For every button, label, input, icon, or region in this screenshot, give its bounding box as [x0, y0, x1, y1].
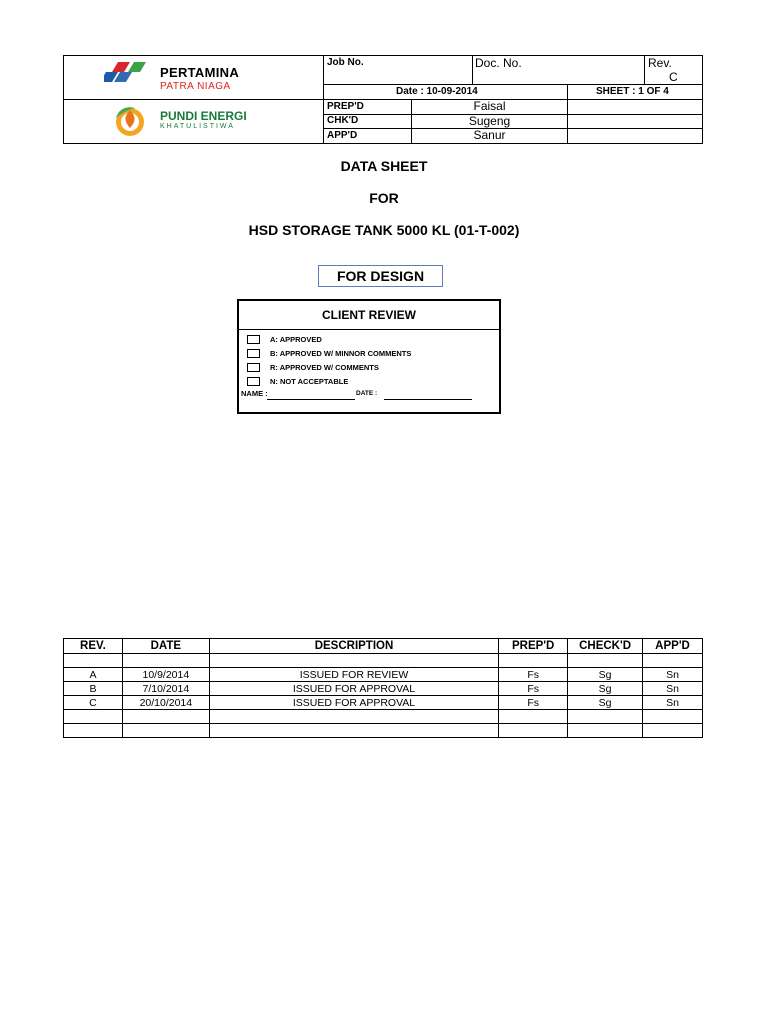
cell: ISSUED FOR APPROVAL — [209, 696, 498, 710]
title-data-sheet: DATA SHEET — [340, 158, 428, 174]
checkbox[interactable] — [247, 377, 260, 386]
job-no-label: Job No. — [327, 57, 364, 68]
company1-name: PERTAMINA — [160, 65, 240, 80]
document-header — [63, 55, 703, 144]
col-checkd: CHECK'D — [568, 639, 643, 654]
cell: Sn — [643, 696, 703, 710]
cell: A — [64, 668, 123, 682]
rev-label: Rev. — [648, 56, 672, 70]
doc-no-label: Doc. No. — [475, 56, 522, 70]
cell: Sg — [568, 696, 643, 710]
cell: 20/10/2014 — [122, 696, 209, 710]
col-rev: REV. — [64, 639, 123, 654]
cell — [209, 654, 498, 668]
review-option-label: A: APPROVED — [270, 335, 322, 344]
review-name-field[interactable] — [267, 399, 355, 400]
revision-table — [63, 638, 703, 738]
review-option-label: R: APPROVED W/ COMMENTS — [270, 363, 379, 372]
cell: Fs — [499, 696, 568, 710]
table-row — [64, 710, 703, 724]
cell — [568, 724, 643, 738]
sheet-label: SHEET : 1 OF 4 — [596, 86, 669, 97]
cell — [499, 724, 568, 738]
chkd-label: CHK'D — [327, 115, 359, 126]
review-date-field[interactable] — [384, 399, 472, 400]
company1-sub: PATRA NIAGA — [160, 81, 231, 92]
review-name-label: NAME : — [241, 389, 268, 398]
pundi-energi-logo-icon — [113, 104, 149, 138]
cell: B — [64, 682, 123, 696]
table-row — [64, 696, 703, 710]
table-header-row — [64, 639, 703, 654]
status-badge: FOR DESIGN — [318, 265, 443, 287]
appd-value: Sanur — [473, 128, 506, 142]
cell: ISSUED FOR APPROVAL — [209, 682, 498, 696]
cell — [64, 724, 123, 738]
checkbox[interactable] — [247, 363, 260, 372]
prepd-label: PREP'D — [327, 101, 364, 112]
prepd-value: Faisal — [473, 99, 506, 113]
checkbox[interactable] — [247, 335, 260, 344]
checkbox[interactable] — [247, 349, 260, 358]
review-option-label: B: APPROVED W/ MINNOR COMMENTS — [270, 349, 412, 358]
chkd-value: Sugeng — [468, 114, 511, 128]
table-row — [64, 724, 703, 738]
cell — [122, 654, 209, 668]
review-date-label: DATE : — [356, 390, 378, 397]
cell — [499, 654, 568, 668]
cell — [499, 710, 568, 724]
cell — [209, 724, 498, 738]
cell: ISSUED FOR REVIEW — [209, 668, 498, 682]
table-row — [64, 682, 703, 696]
company2-name: PUNDI ENERGI — [160, 109, 247, 123]
cell — [122, 710, 209, 724]
company2-sub: KHATULISTIWA — [160, 123, 235, 130]
cell: Sg — [568, 668, 643, 682]
cell — [568, 654, 643, 668]
col-prepd: PREP'D — [499, 639, 568, 654]
date-label: Date : 10-09-2014 — [396, 86, 478, 97]
pertamina-logo-icon — [104, 58, 154, 90]
cell: 10/9/2014 — [122, 668, 209, 682]
cell — [122, 724, 209, 738]
cell — [643, 654, 703, 668]
cell: Fs — [499, 682, 568, 696]
cell — [643, 710, 703, 724]
col-date: DATE — [122, 639, 209, 654]
cell — [209, 710, 498, 724]
appd-label: APP'D — [327, 130, 358, 141]
cell: Fs — [499, 668, 568, 682]
cell: Sn — [643, 668, 703, 682]
rev-value: C — [669, 70, 678, 84]
cell — [64, 710, 123, 724]
review-option-label: N: NOT ACCEPTABLE — [270, 377, 349, 386]
cell: Sn — [643, 682, 703, 696]
client-review-heading: CLIENT REVIEW — [239, 301, 499, 330]
cell: C — [64, 696, 123, 710]
title-equipment: HSD STORAGE TANK 5000 KL (01-T-002) — [248, 222, 520, 238]
cell: Sg — [568, 682, 643, 696]
table-row — [64, 654, 703, 668]
cell — [568, 710, 643, 724]
cell: 7/10/2014 — [122, 682, 209, 696]
client-review-box — [237, 299, 501, 414]
cell — [643, 724, 703, 738]
cell — [64, 654, 123, 668]
col-appd: APP'D — [643, 639, 703, 654]
table-row — [64, 668, 703, 682]
title-for: FOR — [369, 190, 399, 206]
col-description: DESCRIPTION — [209, 639, 498, 654]
